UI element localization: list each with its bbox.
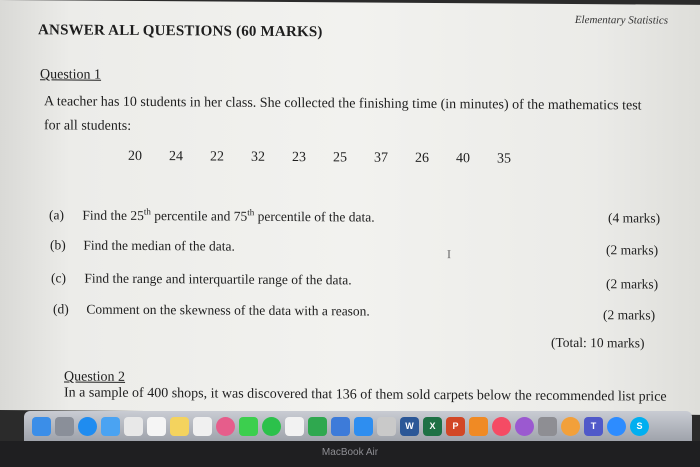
part-text: Find the 25th percentile and 75th percentile of the data.: [82, 206, 375, 225]
finder-icon[interactable]: [32, 417, 51, 436]
books-icon[interactable]: [469, 417, 488, 436]
music-icon[interactable]: [492, 417, 511, 436]
data-value: 35: [497, 151, 511, 167]
facetime-icon[interactable]: [262, 417, 281, 436]
part-label: (b): [50, 237, 66, 253]
podcasts-icon[interactable]: [515, 417, 534, 436]
excel-icon[interactable]: X: [423, 417, 442, 436]
question-part-a: [49, 205, 375, 225]
data-values-row: [128, 149, 538, 168]
numbers-icon[interactable]: [308, 417, 327, 436]
question-part-d: [53, 301, 370, 319]
calendar-icon[interactable]: [147, 417, 166, 436]
part-b-marks: (2 marks): [606, 242, 659, 258]
safari-icon[interactable]: [78, 417, 97, 436]
part-label: (a): [49, 206, 64, 222]
notes-icon[interactable]: [170, 417, 189, 436]
word-icon[interactable]: W: [400, 417, 419, 436]
part-d-marks: (2 marks): [603, 307, 656, 323]
data-value: 25: [333, 150, 347, 166]
part-text: Comment on the skewness of the data with a reason.: [86, 301, 370, 319]
question-part-b: [50, 237, 235, 254]
page-title: ANSWER ALL QUESTIONS (60 MARKS): [38, 22, 323, 41]
skype-icon[interactable]: S: [630, 417, 649, 436]
data-value: 37: [374, 150, 388, 166]
data-value: 40: [456, 151, 470, 167]
app-store-icon[interactable]: [354, 417, 373, 436]
part-label: (c): [51, 270, 66, 286]
device-brand-label: MacBook Air: [321, 447, 379, 458]
question-1-text-line-1: A teacher has 10 students in her class. She collected the finishing time (in minutes) of the mathematics test: [44, 94, 642, 114]
dock: [24, 411, 692, 441]
document-header: Elementary Statistics: [574, 14, 668, 27]
data-value: 26: [415, 150, 429, 166]
question-2-text-line-1: In a sample of 400 shops, it was discovered that 136 of them sold carpets below the recommended list price: [64, 385, 667, 405]
data-value: 24: [169, 149, 183, 165]
part-text: Find the median of the data.: [83, 237, 235, 254]
quicktime-icon[interactable]: [561, 417, 580, 436]
part-text: Find the range and interquartile range of the data.: [84, 270, 352, 288]
data-value: 32: [251, 149, 265, 165]
teams-icon[interactable]: T: [584, 417, 603, 436]
question-1-heading: Question 1: [40, 67, 102, 83]
question-part-c: [51, 270, 352, 288]
data-value: 23: [292, 150, 306, 166]
powerpoint-icon[interactable]: P: [446, 417, 465, 436]
mail-icon[interactable]: [101, 417, 120, 436]
data-value: 22: [210, 149, 224, 165]
text-cursor-icon: I: [447, 247, 451, 262]
system-preferences-icon[interactable]: [538, 417, 557, 436]
launchpad-icon[interactable]: [55, 417, 74, 436]
part-a-marks: (4 marks): [608, 210, 661, 226]
notes-app-icon[interactable]: [285, 417, 304, 436]
photos-icon[interactable]: [124, 417, 143, 436]
part-label: (d): [53, 301, 69, 317]
preview-icon[interactable]: [377, 417, 396, 436]
question-2-heading: Question 2: [64, 369, 126, 385]
messages-icon[interactable]: [239, 417, 258, 436]
part-c-marks: (2 marks): [606, 276, 659, 292]
data-value: 20: [128, 148, 142, 164]
zoom-icon[interactable]: [607, 417, 626, 436]
reminders-icon[interactable]: [193, 417, 212, 436]
total-marks: (Total: 10 marks): [551, 334, 645, 351]
keynote-icon[interactable]: [331, 417, 350, 436]
photos-app-icon[interactable]: [216, 417, 235, 436]
question-1-text-line-2: for all students:: [44, 118, 132, 134]
